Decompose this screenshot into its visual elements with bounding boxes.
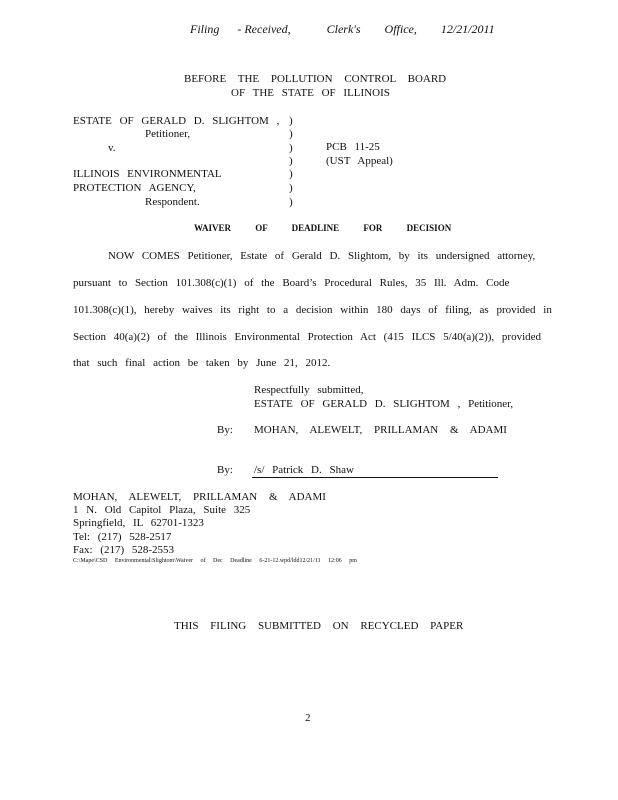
address-city: Springfield, IL 62701-1323 bbox=[73, 517, 204, 529]
caption-paren-5: ) bbox=[289, 168, 293, 180]
signature-firm: MOHAN, ALEWELT, PRILLAMAN & ADAMI bbox=[254, 424, 507, 436]
clerks-word: Clerk's bbox=[326, 22, 361, 36]
case-number: PCB 11-25 bbox=[326, 141, 380, 153]
body-line-2: pursuant to Section 101.308(c)(1) of the Board’s Procedural Rules, 35 Ill. Adm. Code bbox=[73, 277, 510, 289]
petitioner-label: Petitioner, bbox=[145, 128, 191, 140]
versus: v. bbox=[108, 142, 116, 154]
by-label-2: By: bbox=[217, 464, 233, 476]
address-firm: MOHAN, ALEWELT, PRILLAMAN & ADAMI bbox=[73, 491, 326, 503]
recycled-paper-notice: THIS FILING SUBMITTED ON RECYCLED PAPER bbox=[174, 620, 464, 632]
file-path: C:\Mape\CSD Environmental\Slightom\Waiver of Dec Deadline 6-21-12.wpd/ldd12/21/11 12:06 pm bbox=[73, 558, 357, 564]
body-line-4: Section 40(a)(2) of the Illinois Environmental Protection Act (415 ILCS 5/40(a)(2)), provided bbox=[73, 331, 542, 343]
respondent-name-line1: ILLINOIS ENVIRONMENTAL bbox=[73, 168, 222, 180]
signature-party: ESTATE OF GERALD D. SLIGHTOM , Petitioner, bbox=[254, 398, 514, 410]
by-label-1: By: bbox=[217, 424, 233, 436]
respondent-label: Respondent. bbox=[145, 196, 200, 208]
respectfully-submitted: Respectfully submitted, bbox=[254, 384, 364, 396]
caption-paren-7: ) bbox=[289, 196, 293, 208]
filing-word: Filing bbox=[190, 22, 220, 36]
filing-date: 12/21/2011 bbox=[440, 22, 495, 36]
court-heading-line2: OF THE STATE OF ILLINOIS bbox=[231, 87, 390, 99]
body-line-3: 101.308(c)(1), hereby waives its right to a decision within 180 days of filing, as provided in bbox=[73, 304, 552, 316]
caption-paren-2: ) bbox=[289, 128, 293, 140]
caption-paren-4: ) bbox=[289, 155, 293, 167]
received-word: - Received, bbox=[237, 22, 291, 36]
caption-paren-3: ) bbox=[289, 142, 293, 154]
caption-paren-1: ) bbox=[289, 115, 293, 127]
address-tel: Tel: (217) 528-2517 bbox=[73, 531, 172, 543]
office-word: Office, bbox=[384, 22, 417, 36]
page-number: 2 bbox=[305, 712, 311, 724]
address-street: 1 N. Old Capitol Plaza, Suite 325 bbox=[73, 504, 251, 516]
address-fax: Fax: (217) 528-2553 bbox=[73, 544, 175, 556]
signature-line bbox=[252, 477, 498, 478]
respondent-name-line2: PROTECTION AGENCY, bbox=[73, 182, 196, 194]
body-line-1: NOW COMES Petitioner, Estate of Gerald D. Slightom, by its undersigned attorney, bbox=[108, 250, 536, 262]
document-title: WAIVER OF DEADLINE FOR DECISION bbox=[194, 223, 452, 233]
caption-paren-6: ) bbox=[289, 182, 293, 194]
electronic-signature: /s/ Patrick D. Shaw bbox=[254, 464, 354, 476]
case-type: (UST Appeal) bbox=[326, 155, 393, 167]
court-heading-line1: BEFORE THE POLLUTION CONTROL BOARD bbox=[184, 73, 447, 85]
petitioner-name: ESTATE OF GERALD D. SLIGHTOM , bbox=[73, 115, 280, 127]
body-line-5: that such final action be taken by June 21, 2012. bbox=[73, 357, 331, 369]
filing-stamp bbox=[190, 22, 495, 37]
